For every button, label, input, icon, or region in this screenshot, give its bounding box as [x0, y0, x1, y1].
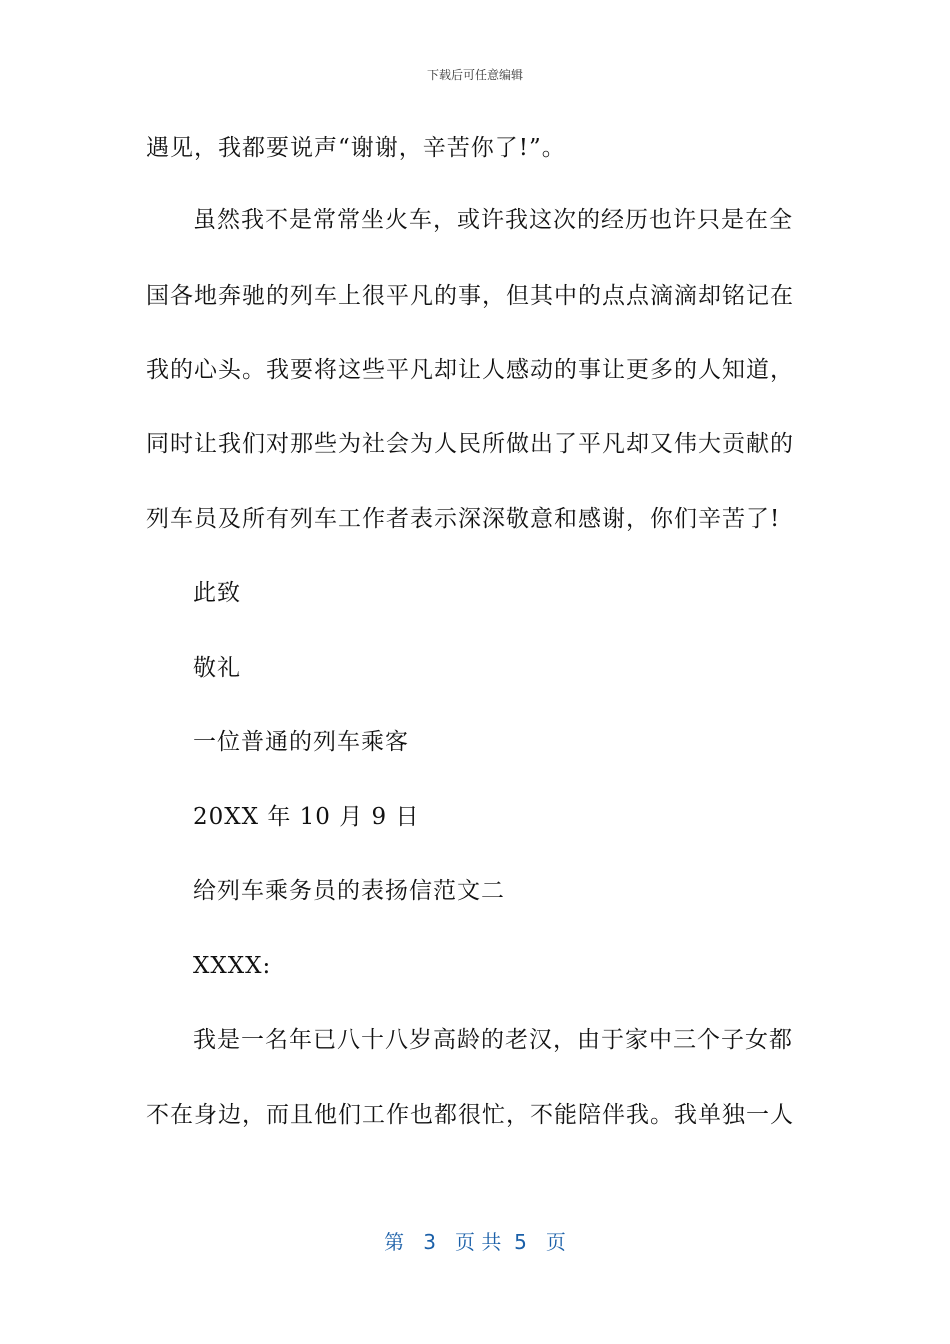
body-line: 虽然我不是常常坐火车，或许我这次的经历也许只是在全 — [193, 207, 793, 233]
body-line: 我的心头。我要将这些平凡却让人感动的事让更多的人知道， — [146, 357, 794, 383]
date-line: 20XX 年 10 月 9 日 — [193, 804, 420, 830]
body-line: 不在身边，而且他们工作也都很忙，不能陪伴我。我单独一人 — [146, 1102, 794, 1128]
signature: 一位普通的列车乘客 — [193, 729, 409, 755]
closing-regards: 敬礼 — [193, 655, 241, 681]
closing-salutation: 此致 — [193, 580, 241, 606]
current-page-number: 3 — [423, 1230, 436, 1254]
total-pages-number: 5 — [514, 1230, 527, 1254]
body-line: 遇见，我都要说声“谢谢，辛苦你了!”。 — [146, 135, 566, 161]
body-line: 列车员及所有列车工作者表示深深敬意和感谢，你们辛苦了! — [146, 506, 781, 532]
page-footer — [0, 1226, 950, 1255]
footer-prefix: 第 — [384, 1230, 405, 1254]
body-line: 我是一名年已八十八岁高龄的老汉，由于家中三个子女都 — [193, 1027, 793, 1053]
header-note: 下载后可任意编辑 — [426, 68, 523, 82]
body-line: 国各地奔驰的列车上很平凡的事，但其中的点点滴滴却铭记在 — [146, 283, 794, 309]
footer-suffix: 页 — [545, 1230, 566, 1254]
footer-middle: 页 共 — [455, 1230, 502, 1254]
section-title: 给列车乘务员的表扬信范文二 — [193, 878, 505, 904]
body-line: 同时让我们对那些为社会为人民所做出了平凡却又伟大贡献的 — [146, 431, 794, 457]
recipient-line: XXXX: — [193, 953, 272, 979]
